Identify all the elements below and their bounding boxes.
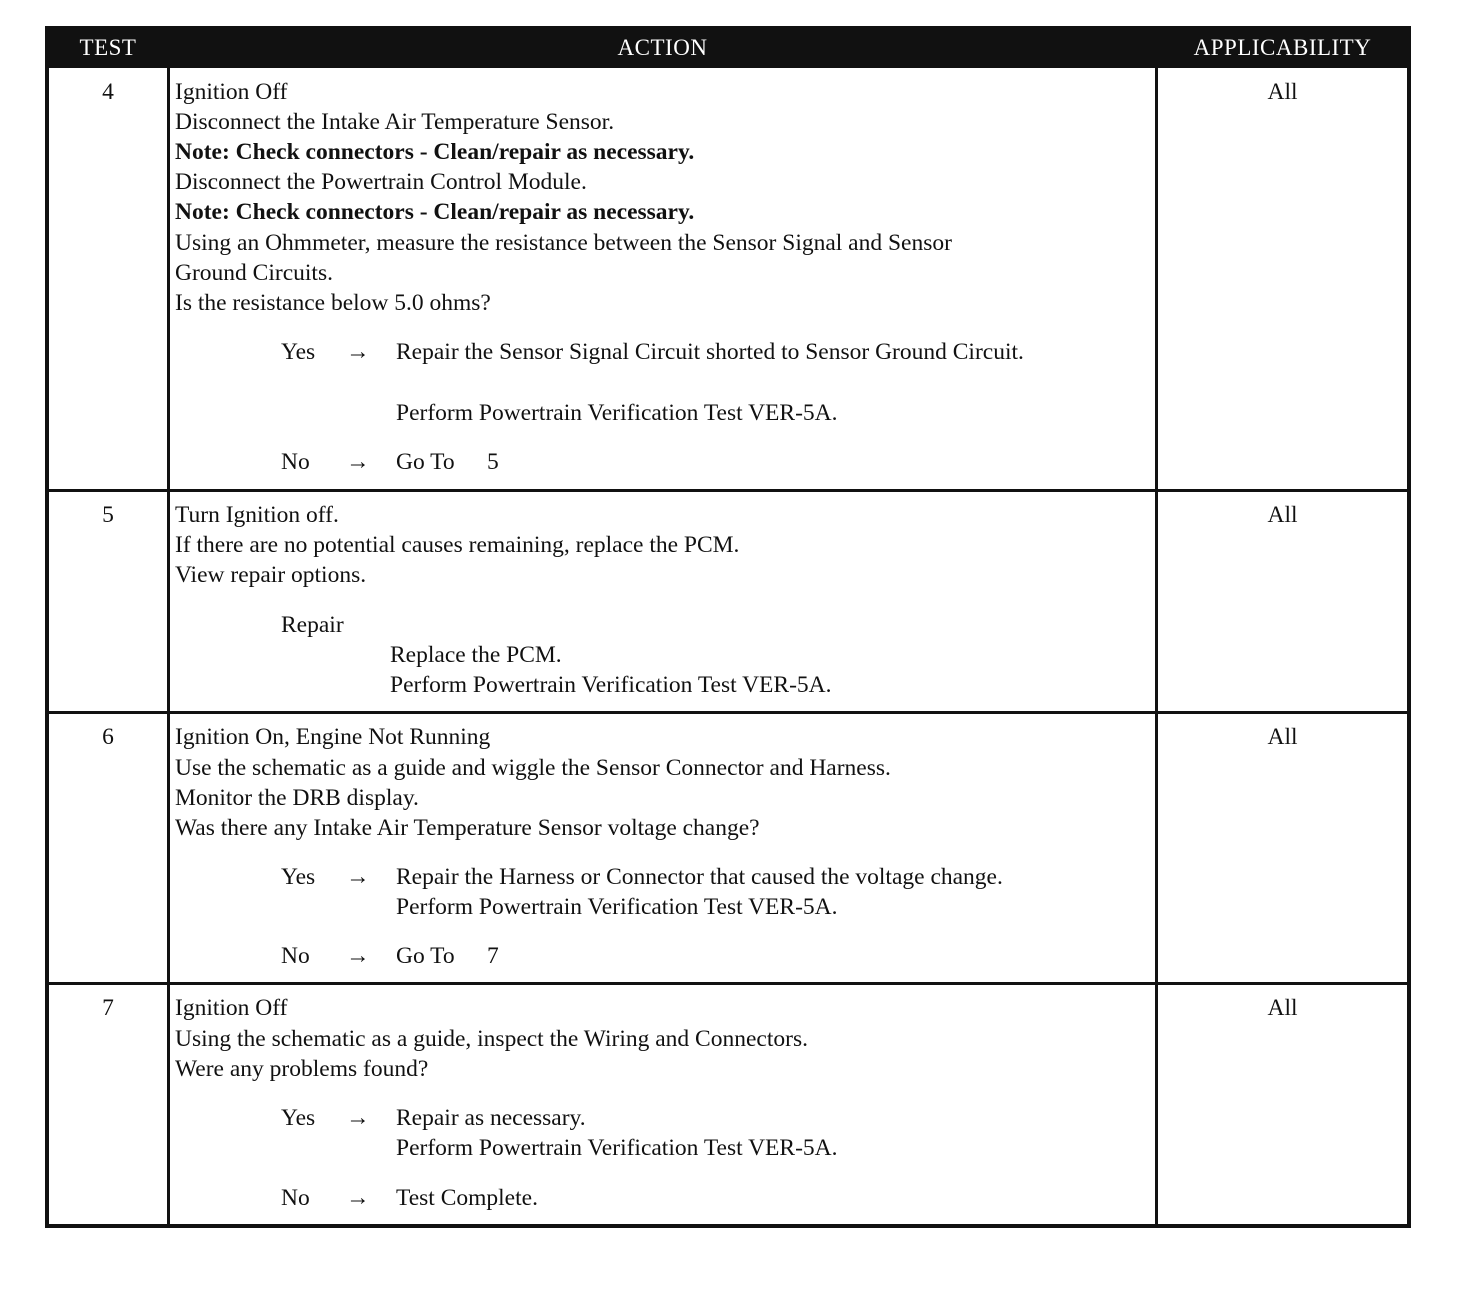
action-line: View repair options.: [175, 562, 367, 588]
header-action: ACTION: [617, 35, 708, 60]
action-line: Monitor the DRB display.: [175, 785, 419, 811]
applicability-value: All: [1267, 995, 1298, 1021]
action-question: Was there any Intake Air Temperature Sensor voltage change?: [175, 815, 760, 841]
action-line: Ignition On, Engine Not Running: [175, 724, 491, 750]
no-label: No: [281, 943, 310, 969]
action-question: Were any problems found?: [175, 1056, 429, 1082]
yes-verify: Perform Powertrain Verification Test VER-5A.: [396, 894, 838, 920]
action-line: Ground Circuits.: [175, 260, 333, 286]
row-divider: [49, 489, 1407, 492]
no-action: Go To: [396, 943, 455, 969]
action-line: Using the schematic as a guide, inspect the Wiring and Connectors.: [175, 1026, 808, 1052]
arrow-icon: →: [346, 1185, 370, 1211]
arrow-icon: →: [346, 339, 370, 365]
action-line: Turn Ignition off.: [175, 502, 339, 528]
test-number: 6: [102, 724, 114, 750]
no-label: No: [281, 449, 310, 475]
arrow-icon: →: [346, 449, 370, 475]
yes-label: Yes: [281, 339, 316, 365]
table-header: [49, 30, 1407, 68]
repair-verify: Perform Powertrain Verification Test VER-5A.: [390, 672, 832, 698]
action-note: Note: Check connectors - Clean/repair as necessary.: [175, 199, 695, 225]
repair-label: Repair: [281, 612, 344, 638]
applicability-value: All: [1267, 502, 1298, 528]
column-divider: [1155, 68, 1158, 1228]
yes-label: Yes: [281, 1105, 316, 1131]
no-action: Test Complete.: [396, 1185, 538, 1211]
yes-verify: Perform Powertrain Verification Test VER-5A.: [396, 1135, 838, 1161]
arrow-icon: →: [346, 864, 370, 890]
action-line: If there are no potential causes remaining, replace the PCM.: [175, 532, 740, 558]
row-divider: [49, 711, 1407, 714]
yes-verify: Perform Powertrain Verification Test VER-5A.: [396, 400, 838, 426]
test-number: 4: [102, 79, 114, 105]
diagnostic-test-table: [45, 26, 1411, 1228]
row-divider: [49, 982, 1407, 985]
no-target: 5: [487, 449, 499, 475]
action-line: Disconnect the Intake Air Temperature Sensor.: [175, 109, 615, 135]
action-line: Disconnect the Powertrain Control Module.: [175, 169, 587, 195]
yes-action: Repair the Harness or Connector that caused the voltage change.: [396, 864, 1003, 890]
yes-action: Repair as necessary.: [396, 1105, 586, 1131]
yes-label: Yes: [281, 864, 316, 890]
no-action: Go To: [396, 449, 455, 475]
arrow-icon: →: [346, 1105, 370, 1131]
applicability-value: All: [1267, 79, 1298, 105]
yes-action: Repair the Sensor Signal Circuit shorted to Sensor Ground Circuit.: [396, 339, 1024, 365]
test-number: 7: [102, 995, 114, 1021]
test-number: 5: [102, 502, 114, 528]
applicability-value: All: [1267, 724, 1298, 750]
header-test: TEST: [79, 35, 137, 60]
no-target: 7: [487, 943, 499, 969]
no-label: No: [281, 1185, 310, 1211]
column-divider: [167, 68, 170, 1228]
action-line: Ignition Off: [175, 79, 288, 105]
action-question: Is the resistance below 5.0 ohms?: [175, 290, 491, 316]
action-note: Note: Check connectors - Clean/repair as necessary.: [175, 139, 695, 165]
action-line: Use the schematic as a guide and wiggle the Sensor Connector and Harness.: [175, 755, 891, 781]
header-applicability: APPLICABILITY: [1193, 35, 1372, 60]
repair-action: Replace the PCM.: [390, 642, 562, 668]
action-line: Using an Ohmmeter, measure the resistance between the Sensor Signal and Sensor: [175, 230, 952, 256]
arrow-icon: →: [346, 943, 370, 969]
action-line: Ignition Off: [175, 995, 288, 1021]
